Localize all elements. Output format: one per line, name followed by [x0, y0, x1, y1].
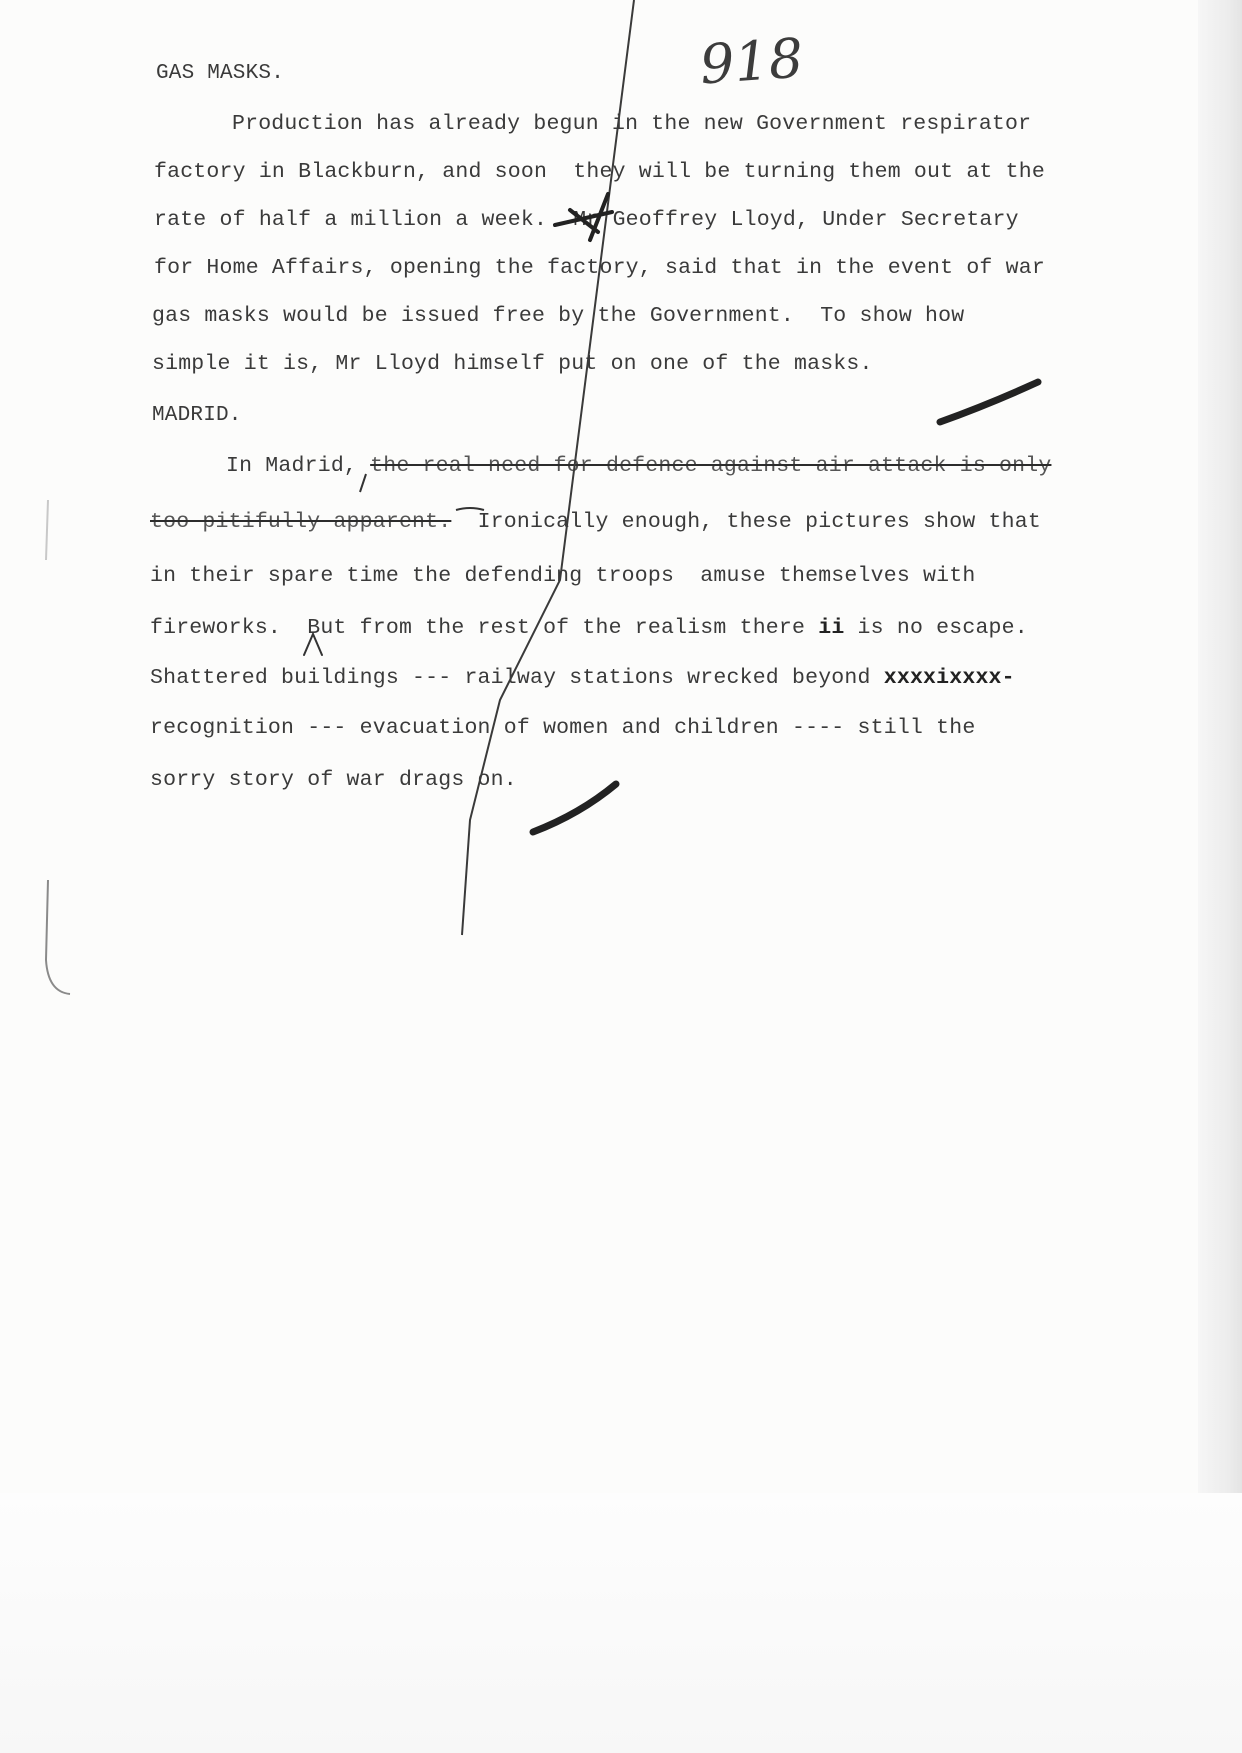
gas-line-4: for Home Affairs, opening the factory, said that in the event of war — [154, 256, 1045, 280]
overtyped-chars: ii — [818, 616, 845, 640]
madrid-line-7: sorry story of war drags on. — [150, 768, 517, 792]
section-heading-madrid: MADRID. — [152, 404, 242, 427]
binding-mark — [46, 880, 70, 994]
gas-line-3: rate of half a million a week. Mr Geoffrey Lloyd, Under Secretary — [154, 208, 1019, 232]
cut-mark-3 — [533, 784, 616, 832]
madrid-line-6: recognition --- evacuation of women and children ---- still the — [150, 716, 976, 740]
binding-mark-faint — [46, 500, 48, 560]
madrid-line-5-text: Shattered buildings --- railway stations wrecked beyond — [150, 666, 871, 690]
madrid-line-4-tail: is no escape. — [844, 616, 1028, 640]
gas-line-5: gas masks would be issued free by the Government. To show how — [152, 304, 965, 328]
gas-line-1: Production has already begun in the new Government respirator — [232, 112, 1032, 136]
comma-marks — [360, 474, 484, 510]
struck-text: the real need for defence against air attack is only — [370, 454, 1052, 478]
madrid-line-4-text: fireworks. But from the rest of the realism there — [150, 616, 806, 640]
vertical-cut-line — [462, 0, 634, 935]
gas-line-2: factory in Blackburn, and soon they will be turning them out at the — [154, 160, 1045, 184]
caret-insertion-mark — [304, 634, 322, 655]
madrid-line-2-rest: Ironically enough, these pictures show that — [451, 510, 1041, 534]
madrid-line-3: in their spare time the defending troops amuse themselves with — [150, 564, 976, 588]
cut-mark-2 — [940, 382, 1038, 422]
madrid-line-1-start: In Madrid, — [226, 454, 358, 478]
handwritten-page-number: 918 — [697, 26, 806, 97]
gas-line-6: simple it is, Mr Lloyd himself put on one of the masks. — [152, 352, 873, 376]
struck-text: too pitifully apparent. — [150, 510, 452, 534]
section-heading-gas-masks: GAS MASKS. — [156, 62, 285, 85]
x-ed-out-text: xxxxixxxx- — [883, 666, 1015, 690]
